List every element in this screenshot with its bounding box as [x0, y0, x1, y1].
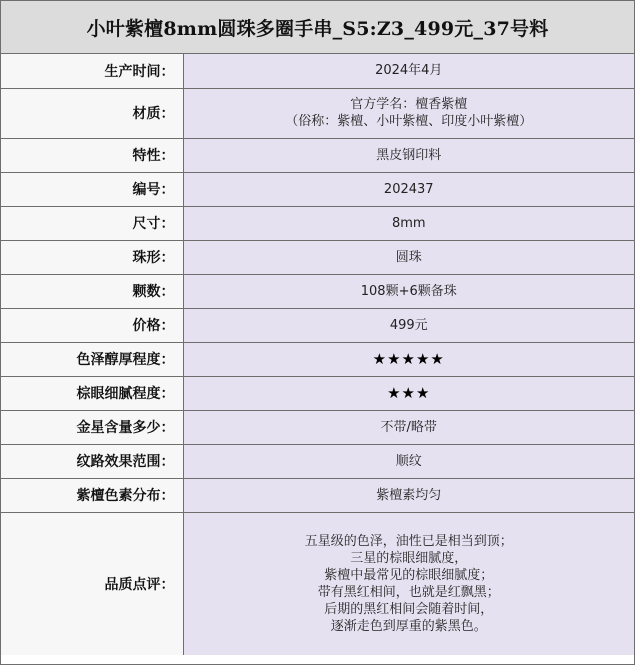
value-size: 8mm: [183, 206, 634, 240]
label-pigment-distribution: 紫檀色素分布：: [1, 478, 183, 512]
value-pore-fineness-stars: [183, 376, 634, 410]
table-row: [1, 512, 634, 655]
table-row: [1, 444, 634, 478]
table-row: [1, 274, 634, 308]
table-row: [1, 138, 634, 172]
table-row: [1, 376, 634, 410]
table-row: [1, 172, 634, 206]
table-row: [1, 240, 634, 274]
table-row: [1, 88, 634, 138]
label-bead-count: 颗数：: [1, 274, 183, 308]
value-bead-count: 108颗+6颗备珠: [183, 274, 634, 308]
sheet-title: 小叶紫檀8mm圆珠多圈手串_S5:Z3_499元_37号料: [1, 1, 634, 54]
label-golden-star-content: 金星含量多少：: [1, 410, 183, 444]
value-price: 499元: [183, 308, 634, 342]
label-pore-fineness: 棕眼细腻程度：: [1, 376, 183, 410]
value-golden-star-content: 不带/略带: [183, 410, 634, 444]
value-feature: 黑皮钢印料: [183, 138, 634, 172]
label-bead-shape: 珠形：: [1, 240, 183, 274]
table-row: [1, 342, 634, 376]
table-row: [1, 410, 634, 444]
label-quality-review: 品质点评：: [1, 512, 183, 655]
label-material: 材质：: [1, 88, 183, 138]
label-serial-number: 编号：: [1, 172, 183, 206]
label-grain-pattern: 纹路效果范围：: [1, 444, 183, 478]
label-production-time: 生产时间：: [1, 54, 183, 88]
label-feature: 特性：: [1, 138, 183, 172]
value-material: [183, 88, 634, 138]
star-rating: ★★★★★: [372, 349, 445, 368]
table-row: [1, 206, 634, 240]
value-grain-pattern: 顺纹: [183, 444, 634, 478]
label-size: 尺寸：: [1, 206, 183, 240]
material-common-names: （俗称：紫檀、小叶紫檀、印度小叶紫檀）: [285, 114, 533, 129]
value-color-richness-stars: [183, 342, 634, 376]
label-price: 价格：: [1, 308, 183, 342]
table-row: [1, 308, 634, 342]
table-row: [1, 478, 634, 512]
table-row: [1, 54, 634, 88]
star-rating: ★★★: [387, 383, 431, 402]
value-production-time: 2024年4月: [183, 54, 634, 88]
value-quality-review: 五星级的色泽，油性已是相当到顶； 三星的棕眼细腻度， 紫檀中最常见的棕眼细腻度； 带有黑红相间，也就是红飘黑； 后期的黑红相间会随着时间， 逐渐走色到厚重的紫黑色。: [183, 512, 634, 655]
value-serial-number: 202437: [183, 172, 634, 206]
material-official-name: 官方学名：檀香紫檀: [350, 97, 468, 112]
value-bead-shape: 圆珠: [183, 240, 634, 274]
value-pigment-distribution: 紫檀素均匀: [183, 478, 634, 512]
spec-table: [1, 54, 634, 655]
label-color-richness: 色泽醇厚程度：: [1, 342, 183, 376]
